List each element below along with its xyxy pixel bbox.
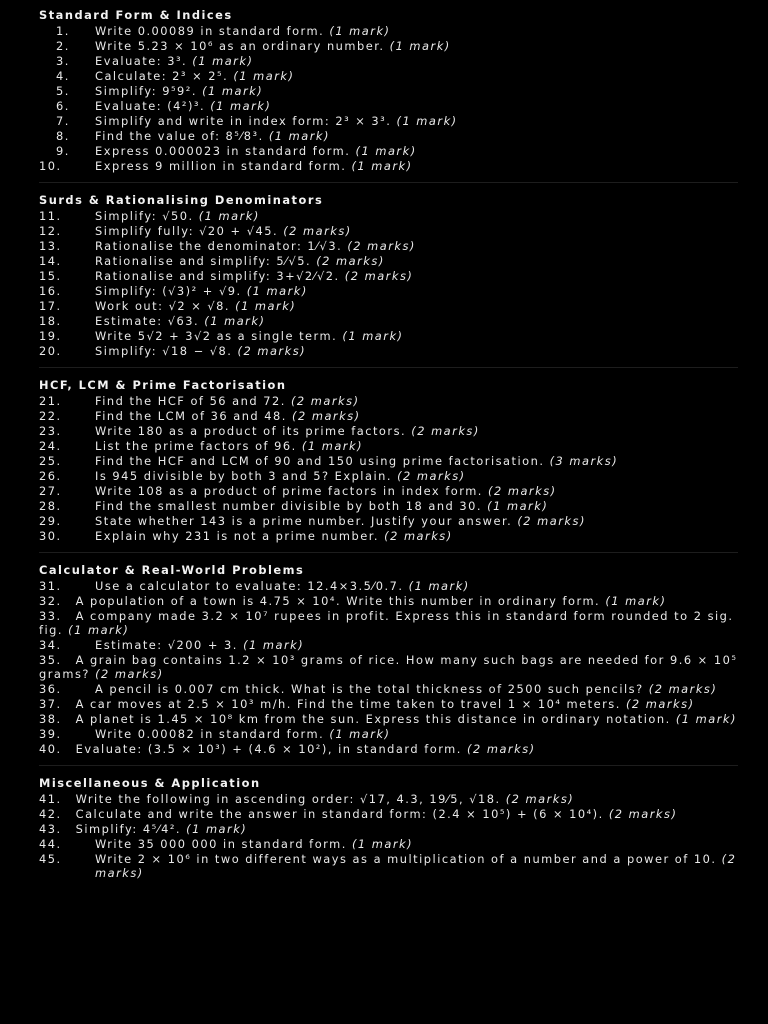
question-number: 43. xyxy=(39,822,62,836)
question-text xyxy=(95,499,738,513)
question-item xyxy=(39,484,738,498)
marks-label: (1 mark) xyxy=(396,114,458,128)
marks-label: (1 mark) xyxy=(389,39,451,53)
question-body: Work out: √2 × √8. xyxy=(95,299,230,313)
question-item xyxy=(39,529,738,543)
question-item xyxy=(39,409,738,423)
marks-label: (2 marks) xyxy=(505,792,575,806)
question-text xyxy=(95,682,738,696)
question-item xyxy=(39,807,738,821)
marks-label: (2 marks) xyxy=(608,807,678,821)
question-item xyxy=(39,84,738,98)
question-item xyxy=(39,284,738,298)
question-text xyxy=(95,329,738,343)
question-text xyxy=(95,114,738,128)
marks-label: (2 marks) xyxy=(648,682,718,696)
question-item xyxy=(39,424,738,438)
question-number: 1. xyxy=(56,24,70,38)
question-text xyxy=(95,424,738,438)
question-number: 19. xyxy=(39,329,62,343)
question-text xyxy=(95,837,738,851)
question-item xyxy=(39,39,738,53)
question-body: Simplify: 4⁵⁄4². xyxy=(75,822,182,836)
question-text xyxy=(76,807,678,821)
question-text xyxy=(95,727,738,741)
question-body: Rationalise the denominator: 1⁄√3. xyxy=(95,239,343,253)
question-text xyxy=(95,394,738,408)
question-item xyxy=(39,254,738,268)
marks-label: (2 marks) xyxy=(397,469,466,483)
question-item xyxy=(39,159,738,173)
question-number: 35. xyxy=(39,653,62,667)
marks-label: (1 mark) xyxy=(210,99,272,113)
question-number: 31. xyxy=(39,579,62,593)
section-title: HCF, LCM & Prime Factorisation xyxy=(39,378,287,392)
question-body: Rationalise and simplify: 3+√2⁄√2. xyxy=(95,269,340,283)
question-item xyxy=(39,314,738,328)
question-text xyxy=(76,594,667,608)
question-text xyxy=(95,638,738,652)
question-number: 45. xyxy=(39,852,62,866)
question-body: Simplify: √50. xyxy=(95,209,194,223)
question-body: Simplify: (√3)² + √9. xyxy=(95,284,242,298)
question-item xyxy=(39,469,738,483)
question-text xyxy=(95,84,738,98)
question-text xyxy=(76,697,695,711)
marks-label: (1 mark) xyxy=(329,727,391,741)
question-body: List the prime factors of 96. xyxy=(95,439,297,453)
question-text xyxy=(39,609,734,637)
question-item xyxy=(39,852,738,880)
question-text xyxy=(76,712,737,726)
marks-label: (2 marks) xyxy=(384,529,453,543)
question-text xyxy=(95,579,738,593)
marks-label: (1 mark) xyxy=(268,129,330,143)
question-item xyxy=(39,144,738,158)
question-item xyxy=(39,499,738,513)
question-body: A pencil is 0.007 cm thick. What is the total thickness of 2500 such pencils? xyxy=(95,682,644,696)
question-number: 16. xyxy=(39,284,62,298)
question-body: Calculate: 2³ × 2⁵. xyxy=(95,69,229,83)
question-body: Evaluate: (3.5 × 10³) + (4.6 × 10²), in standard form. xyxy=(75,742,462,756)
section-divider xyxy=(39,765,738,766)
section-title: Miscellaneous & Application xyxy=(39,776,261,790)
question-text xyxy=(95,299,738,313)
section-title: Standard Form & Indices xyxy=(39,8,233,22)
question-body: Simplify fully: √20 + √45. xyxy=(95,224,279,238)
question-body: Is 945 divisible by both 3 and 5? Explain. xyxy=(95,469,392,483)
question-number: 11. xyxy=(39,209,62,223)
marks-label: (1 mark) xyxy=(198,209,260,223)
marks-label: (2 marks) xyxy=(467,742,536,756)
question-body: Evaluate: (4²)³. xyxy=(95,99,206,113)
question-text xyxy=(95,529,738,543)
question-number: 10. xyxy=(39,159,62,173)
question-body: A grain bag contains 1.2 × 10³ grams of rice. How many such bags are needed for 9.6 × 10⁵ grams? xyxy=(39,653,738,681)
question-item xyxy=(39,209,738,223)
question-text xyxy=(95,284,738,298)
question-number: 12. xyxy=(39,224,62,238)
question-text xyxy=(95,224,738,238)
marks-label: (1 mark) xyxy=(68,623,130,637)
marks-label: (1 mark) xyxy=(351,837,414,851)
marks-label: (1 mark) xyxy=(329,24,391,38)
question-number: 17. xyxy=(39,299,62,313)
question-number: 39. xyxy=(39,727,62,741)
question-body: Express 9 million in standard form. xyxy=(95,159,347,173)
question-text xyxy=(95,24,738,38)
question-number: 21. xyxy=(39,394,62,408)
question-text xyxy=(95,129,738,143)
question-text xyxy=(95,852,738,880)
question-text xyxy=(95,344,738,358)
question-body: Write 0.00082 in standard form. xyxy=(95,727,325,741)
question-text xyxy=(95,314,738,328)
question-number: 14. xyxy=(39,254,62,268)
question-item xyxy=(39,24,738,38)
question-body: Find the smallest number divisible by both 18 and 30. xyxy=(95,499,483,513)
question-text xyxy=(95,484,738,498)
marks-label: (2 marks) xyxy=(283,224,352,238)
question-item xyxy=(39,579,738,593)
question-number: 20. xyxy=(39,344,62,358)
question-body: Write 0.00089 in standard form. xyxy=(95,24,325,38)
question-item xyxy=(39,682,738,696)
question-number: 34. xyxy=(39,638,62,652)
question-number: 40. xyxy=(39,742,62,756)
question-number: 32. xyxy=(39,594,62,608)
marks-label: (2 marks) xyxy=(292,409,361,423)
question-body: Express 0.000023 in standard form. xyxy=(95,144,351,158)
question-item xyxy=(39,638,738,652)
marks-label: (1 mark) xyxy=(204,314,266,328)
question-body: Evaluate: 3³. xyxy=(95,54,188,68)
question-item xyxy=(39,514,738,528)
question-item xyxy=(39,697,738,711)
question-number: 7. xyxy=(56,114,70,128)
question-number: 28. xyxy=(39,499,62,513)
question-body: Write 5.23 × 10⁶ as an ordinary number. xyxy=(95,39,385,53)
question-item xyxy=(39,299,738,313)
question-number: 4. xyxy=(56,69,70,83)
question-number: 9. xyxy=(56,144,70,158)
question-item xyxy=(39,653,738,681)
question-item xyxy=(39,822,738,836)
marks-label: (2 marks) xyxy=(95,667,164,681)
question-body: Estimate: √63. xyxy=(95,314,200,328)
marks-label: (2 marks) xyxy=(290,394,360,408)
question-item xyxy=(39,224,738,238)
marks-label: (1 mark) xyxy=(186,822,248,836)
question-body: Simplify: 9⁵9². xyxy=(95,84,197,98)
question-number: 25. xyxy=(39,454,62,468)
question-item xyxy=(39,454,738,468)
section-divider xyxy=(39,552,738,553)
marks-label: (1 mark) xyxy=(243,638,305,652)
question-item xyxy=(39,99,738,113)
question-number: 33. xyxy=(39,609,62,623)
question-body: Estimate: √200 + 3. xyxy=(95,638,238,652)
question-text xyxy=(76,742,536,756)
marks-label: (3 marks) xyxy=(549,454,619,468)
question-body: Write 35 000 000 in standard form. xyxy=(95,837,347,851)
question-text xyxy=(95,99,738,113)
marks-label: (1 mark) xyxy=(233,69,295,83)
question-number: 29. xyxy=(39,514,62,528)
question-item xyxy=(39,712,738,726)
marks-label: (2 marks) xyxy=(237,344,307,358)
question-text xyxy=(95,439,738,453)
section xyxy=(0,563,768,756)
question-number: 30. xyxy=(39,529,62,543)
question-body: A population of a town is 4.75 × 10⁴. Write this number in ordinary form. xyxy=(75,594,601,608)
question-body: Write 180 as a product of its prime factors. xyxy=(95,424,407,438)
question-item xyxy=(39,837,738,851)
question-item xyxy=(39,439,738,453)
question-text xyxy=(95,454,738,468)
question-number: 22. xyxy=(39,409,62,423)
question-body: State whether 143 is a prime number. Justify your answer. xyxy=(95,514,513,528)
question-number: 36. xyxy=(39,682,62,696)
marks-label: (1 mark) xyxy=(355,144,417,158)
question-body: A planet is 1.45 × 10⁸ km from the sun. Express this distance in ordinary notation. xyxy=(75,712,671,726)
question-item xyxy=(39,344,738,358)
section-divider xyxy=(39,367,738,368)
question-body: A company made 3.2 × 10⁷ rupees in profit. Express this in standard form rounded to 2 sig. fig. xyxy=(39,609,734,637)
marks-label: (1 mark) xyxy=(301,439,364,453)
marks-label: (1 mark) xyxy=(192,54,254,68)
question-item xyxy=(39,792,738,806)
marks-label: (1 mark) xyxy=(202,84,264,98)
question-number: 26. xyxy=(39,469,62,483)
question-item xyxy=(39,742,738,756)
question-item xyxy=(39,239,738,253)
question-text xyxy=(95,209,738,223)
question-text xyxy=(95,469,738,483)
section xyxy=(0,193,768,358)
marks-label: (1 mark) xyxy=(605,594,667,608)
section xyxy=(0,776,768,880)
question-item xyxy=(39,727,738,741)
question-number: 8. xyxy=(56,129,70,143)
section-divider xyxy=(39,182,738,183)
section xyxy=(0,378,768,543)
question-body: Find the LCM of 36 and 48. xyxy=(95,409,287,423)
question-number: 44. xyxy=(39,837,62,851)
question-body: Find the HCF and LCM of 90 and 150 using prime factorisation. xyxy=(95,454,545,468)
section-title: Calculator & Real-World Problems xyxy=(39,563,305,577)
question-text xyxy=(39,653,737,681)
question-text xyxy=(76,822,248,836)
question-body: Find the HCF of 56 and 72. xyxy=(95,394,286,408)
question-number: 24. xyxy=(39,439,62,453)
question-number: 6. xyxy=(56,99,70,113)
question-body: Write 2 × 10⁶ in two different ways as a multiplication of a number and a power of 10. xyxy=(95,852,717,866)
question-text xyxy=(95,39,738,53)
section xyxy=(0,8,768,173)
question-number: 2. xyxy=(56,39,70,53)
question-text xyxy=(95,144,738,158)
marks-label: (2 marks) xyxy=(95,852,737,880)
question-number: 18. xyxy=(39,314,62,328)
marks-label: (1 mark) xyxy=(246,284,308,298)
question-text xyxy=(95,239,738,253)
marks-label: (1 mark) xyxy=(351,159,413,173)
question-body: Write 108 as a product of prime factors in index form. xyxy=(95,484,483,498)
question-text xyxy=(95,409,738,423)
question-body: Simplify: √18 − √8. xyxy=(95,344,233,358)
question-body: Write 5√2 + 3√2 as a single term. xyxy=(95,329,338,343)
question-body: Explain why 231 is not a prime number. xyxy=(95,529,380,543)
question-body: Use a calculator to evaluate: 12.4×3.5⁄0.7. xyxy=(95,579,404,593)
question-item xyxy=(39,609,738,637)
question-number: 42. xyxy=(39,807,62,821)
question-number: 15. xyxy=(39,269,62,283)
marks-label: (2 marks) xyxy=(625,697,695,711)
question-item xyxy=(39,329,738,343)
question-number: 37. xyxy=(39,697,62,711)
question-body: A car moves at 2.5 × 10³ m/h. Find the time taken to travel 1 × 10⁴ meters. xyxy=(75,697,621,711)
question-item xyxy=(39,69,738,83)
question-item xyxy=(39,114,738,128)
question-item xyxy=(39,129,738,143)
marks-label: (2 marks) xyxy=(344,269,414,283)
question-number: 23. xyxy=(39,424,62,438)
marks-label: (1 mark) xyxy=(675,712,737,726)
question-number: 41. xyxy=(39,792,62,806)
question-number: 5. xyxy=(56,84,70,98)
marks-label: (1 mark) xyxy=(342,329,404,343)
question-text xyxy=(95,54,738,68)
marks-label: (2 marks) xyxy=(517,514,586,528)
question-body: Simplify and write in index form: 2³ × 3³. xyxy=(95,114,392,128)
question-item xyxy=(39,394,738,408)
question-body: Rationalise and simplify: 5⁄√5. xyxy=(95,254,312,268)
marks-label: (1 mark) xyxy=(235,299,297,313)
question-item xyxy=(39,269,738,283)
question-number: 38. xyxy=(39,712,62,726)
question-number: 27. xyxy=(39,484,62,498)
section-title: Surds & Rationalising Denominators xyxy=(39,193,324,207)
question-body: Find the value of: 8⁵⁄8³. xyxy=(95,129,264,143)
question-item xyxy=(39,54,738,68)
marks-label: (1 mark) xyxy=(487,499,549,513)
question-text xyxy=(76,792,575,806)
marks-label: (2 marks) xyxy=(411,424,480,438)
question-text xyxy=(95,269,738,283)
marks-label: (2 marks) xyxy=(488,484,557,498)
marks-label: (2 marks) xyxy=(316,254,385,268)
marks-label: (2 marks) xyxy=(347,239,416,253)
marks-label: (1 mark) xyxy=(408,579,470,593)
question-item xyxy=(39,594,738,608)
question-body: Write the following in ascending order: √17, 4.3, 19⁄5, √18. xyxy=(75,792,501,806)
question-text xyxy=(95,254,738,268)
question-number: 3. xyxy=(56,54,70,68)
question-text xyxy=(95,69,738,83)
question-number: 13. xyxy=(39,239,62,253)
question-body: Calculate and write the answer in standard form: (2.4 × 10⁵) + (6 × 10⁴). xyxy=(75,807,604,821)
question-text xyxy=(95,159,738,173)
question-text xyxy=(95,514,738,528)
